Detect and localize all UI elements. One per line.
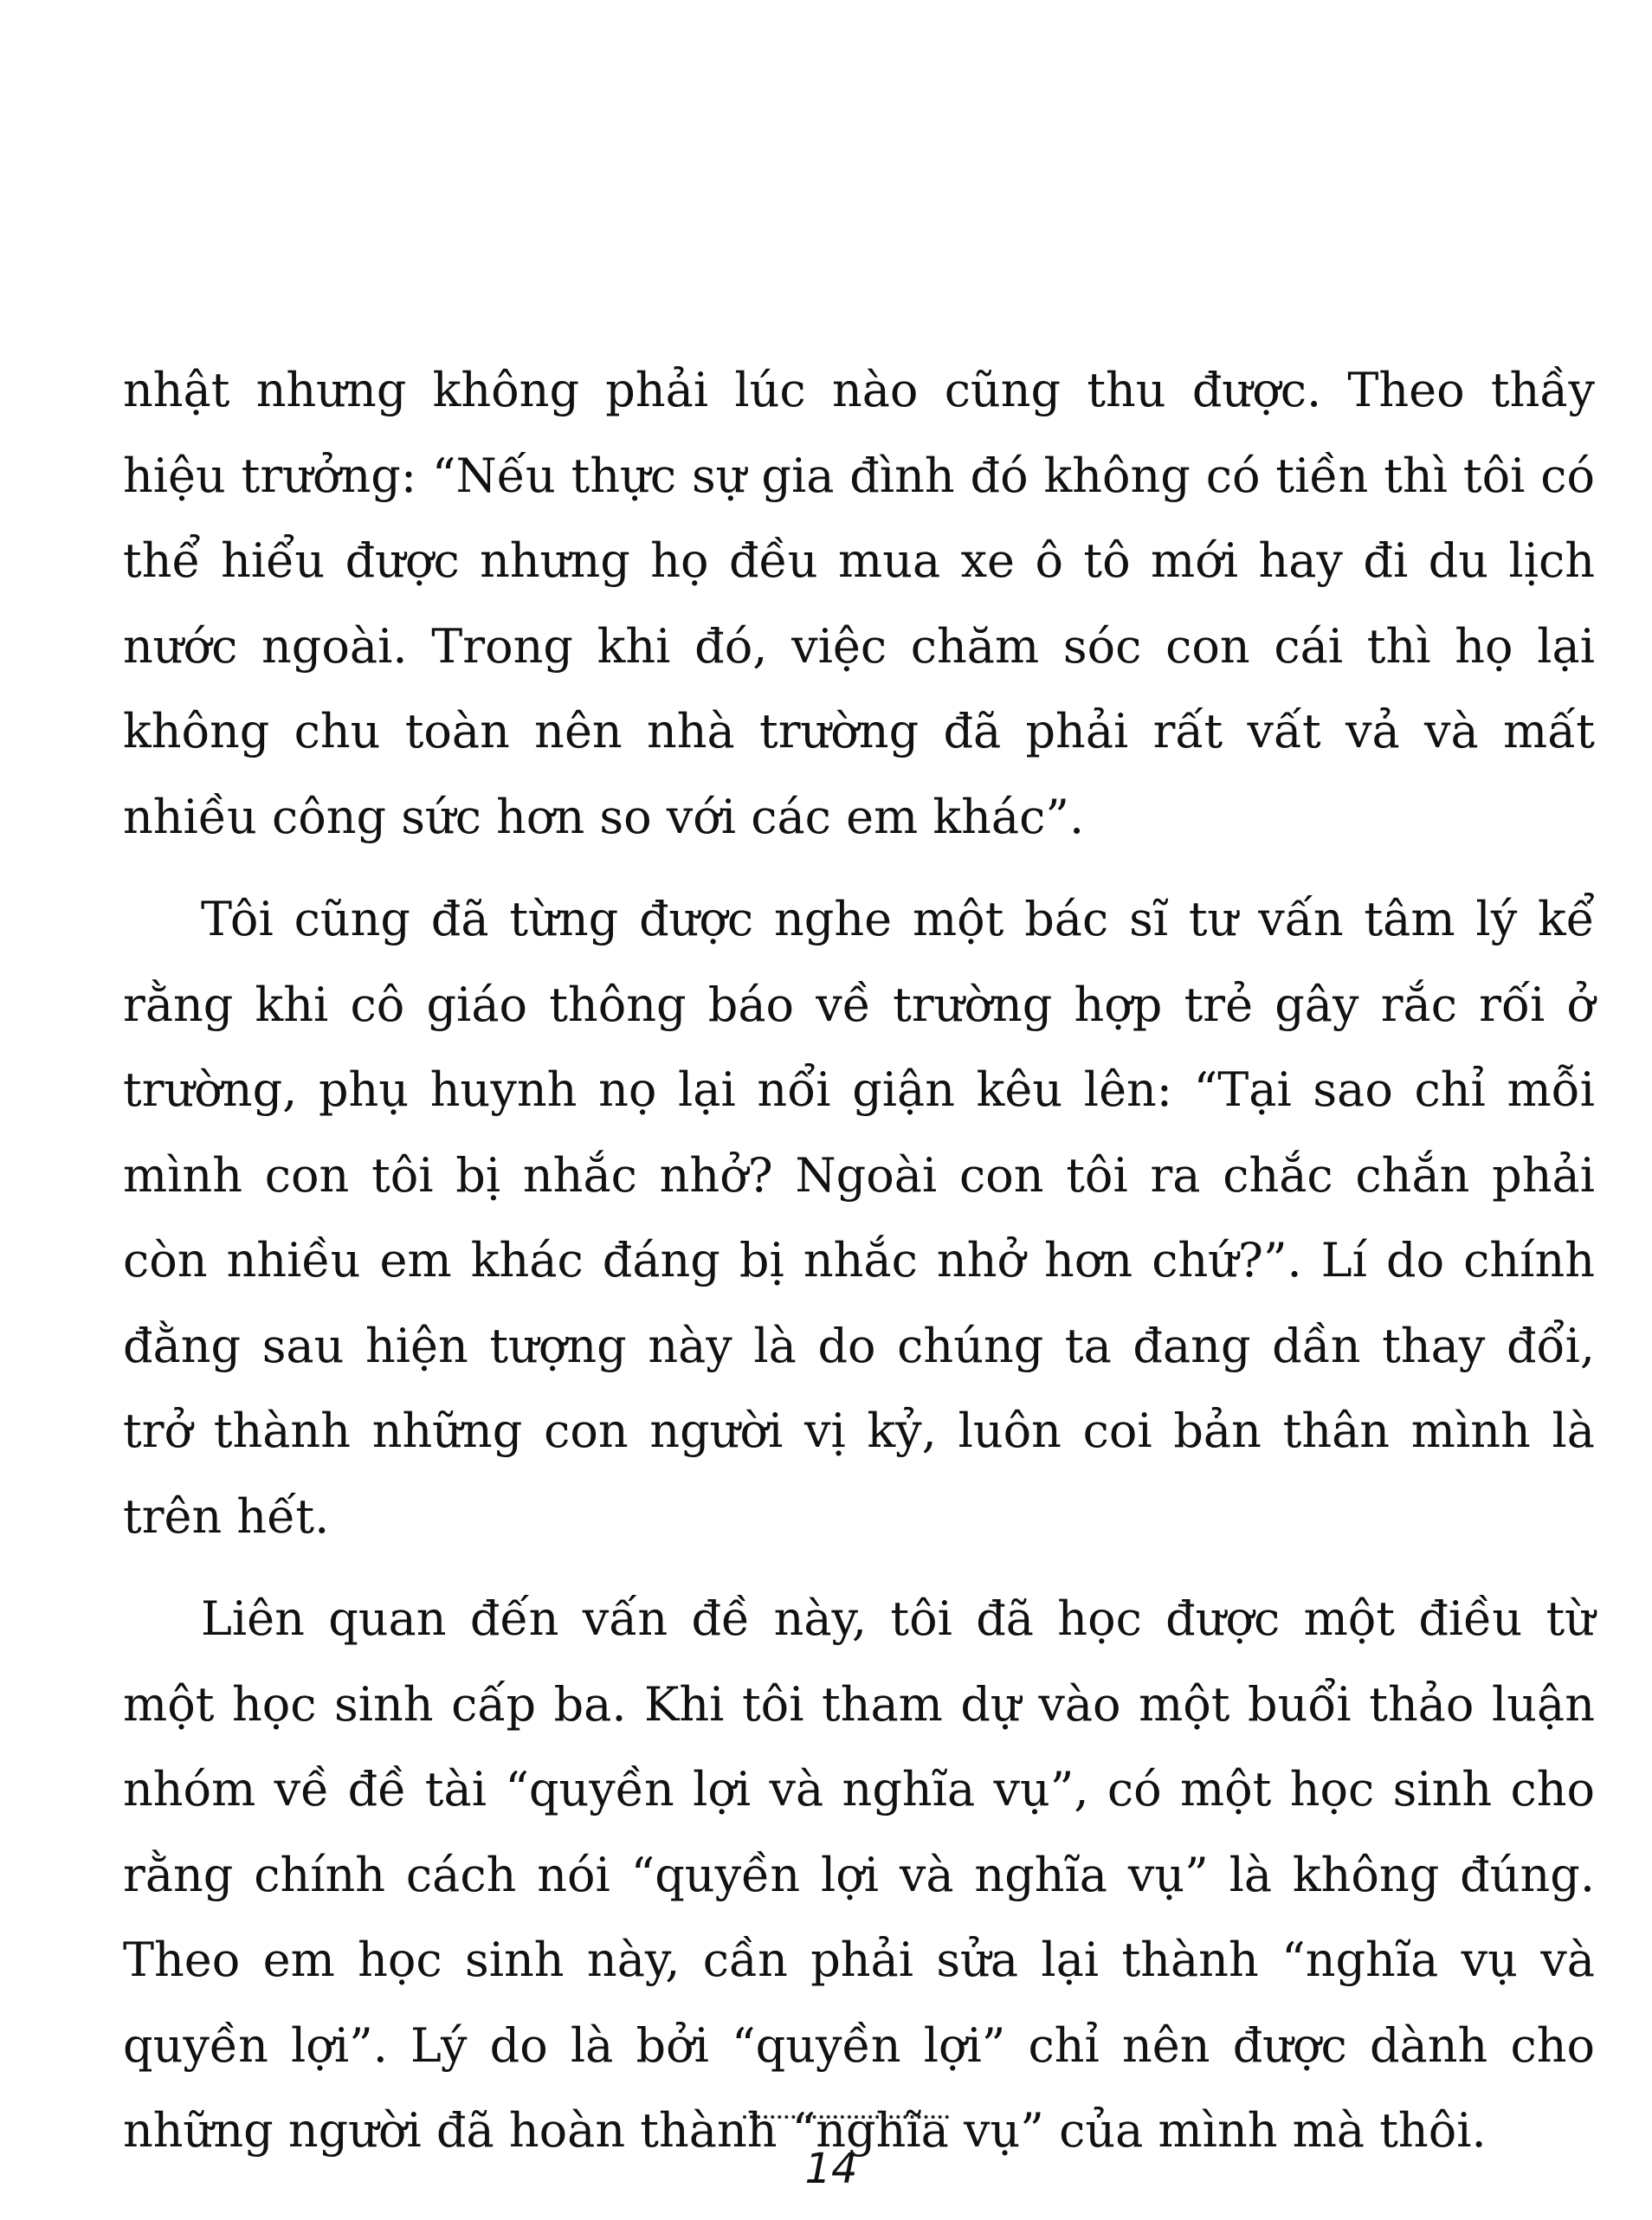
- page-body: [123, 348, 1595, 2174]
- paragraph-continued: nhật nhưng không phải lúc nào cũng thu được. Theo thầy hiệu trưởng: “Nếu thực sự gia đình đó không có tiền thì tôi có thể hiểu được nhưng họ đều mua xe ô tô mới hay đi du lịch nước ngoài. Trong khi đó, việc chăm sóc con cái thì họ lại không chu toàn nên nhà trường đã phải rất vất vả và mất nhiều công sức hơn so với các em khác”.: [123, 363, 1595, 844]
- paragraph-psychologist-story: Tôi cũng đã từng được nghe một bác sĩ tư vấn tâm lý kể rằng khi cô giáo thông báo về trường hợp trẻ gây rắc rối ở trường, phụ huynh nọ lại nổi giận kêu lên: “Tại sao chỉ mỗi mình con tôi bị nhắc nhở? Ngoài con tôi ra chắc chắn phải còn nhiều em khác đáng bị nhắc nhở hơn chứ?”. Lí do chính đằng sau hiện tượng này là do chúng ta đang dần thay đổi, trở thành những con người vị kỷ, luôn coi bản thân mình là trên hết.: [123, 892, 1595, 1544]
- paragraph-rights-and-duties: Liên quan đến vấn đề này, tôi đã học được một điều từ một học sinh cấp ba. Khi tôi tham dự vào một buổi thảo luận nhóm về đề tài “quyền lợi và nghĩa vụ”, có một học sinh cho rằng chính cách nói “quyền lợi và nghĩa vụ” là không đúng. Theo em học sinh này, cần phải sửa lại thành “nghĩa vụ và quyền lợi”. Lý do là bởi “quyền lợi” chỉ nên được dành cho những người đã hoàn thành “nghĩa vụ” của mình mà thôi.: [123, 1591, 1595, 2158]
- page-number: 14: [804, 2145, 858, 2193]
- footer-dotted-rule: [743, 2115, 949, 2119]
